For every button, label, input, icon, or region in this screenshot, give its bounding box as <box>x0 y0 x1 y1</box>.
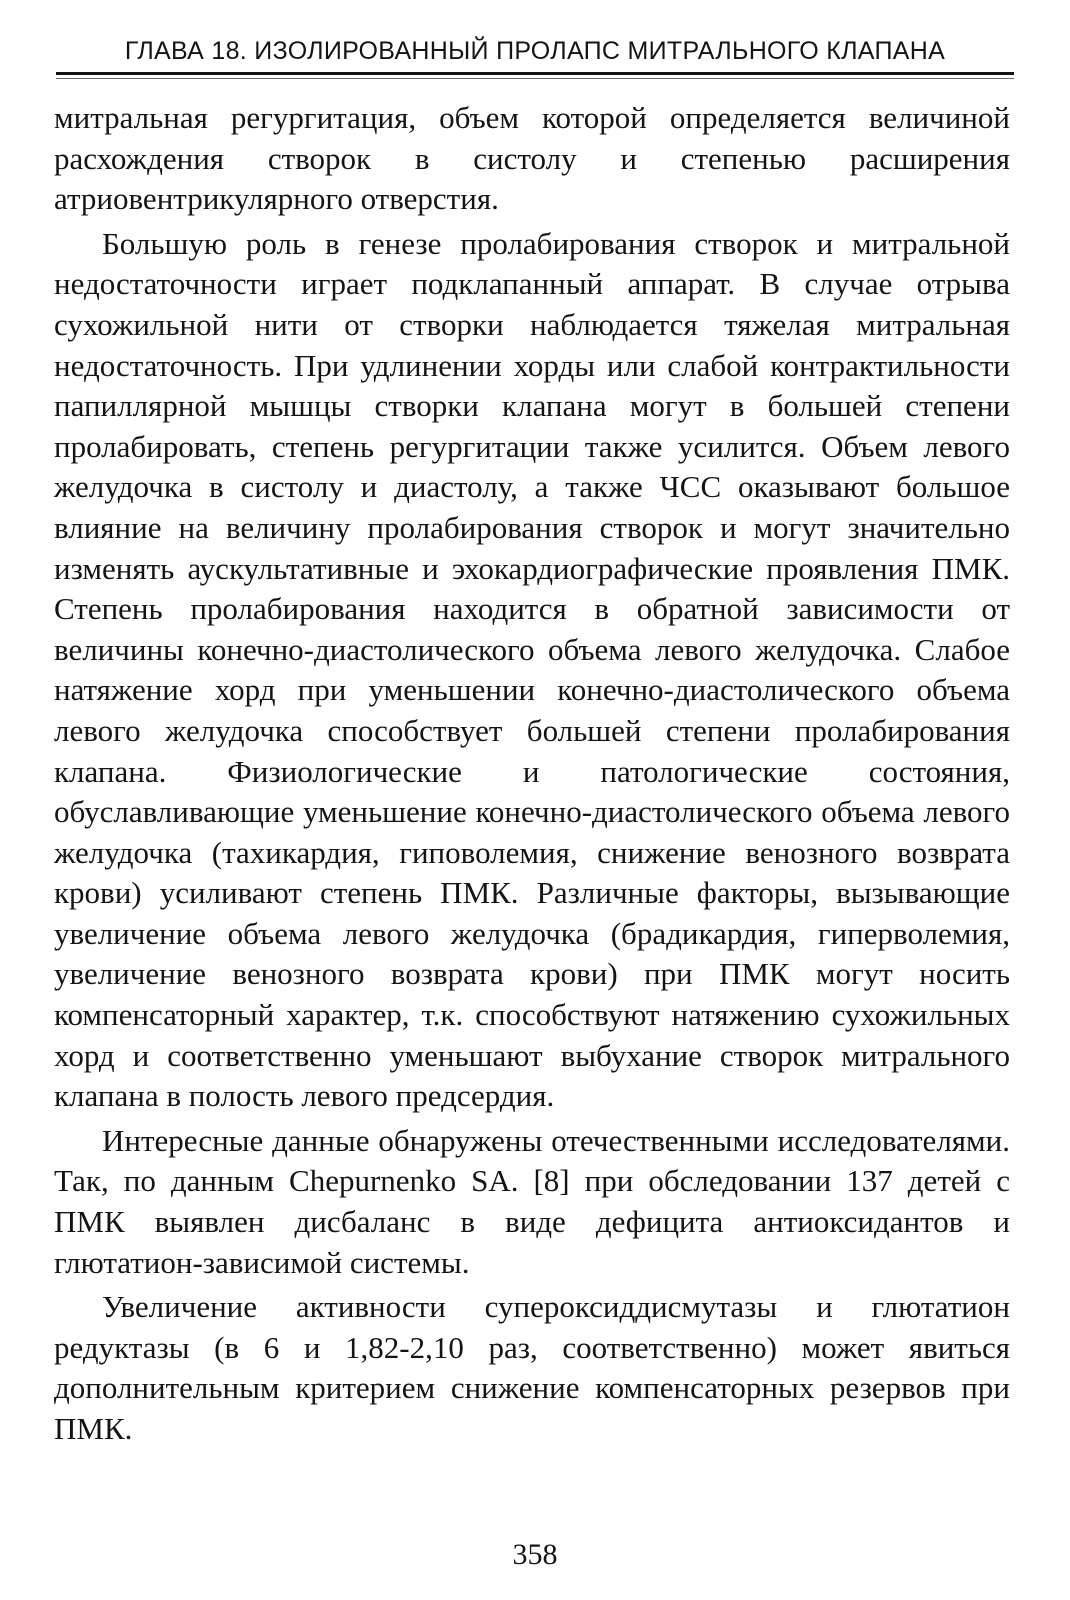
paragraph-enzyme-activity: Увеличение активности супероксиддисмутазы и глютатион редуктазы (в 6 и 1,82-2,10 раз, соответственно) может явиться дополнительным критерием снижение компенсаторных резервов при ПМК. <box>54 1289 1010 1446</box>
header-rule <box>56 72 1014 75</box>
running-header: ГЛАВА 18. ИЗОЛИРОВАННЫЙ ПРОЛАПС МИТРАЛЬНОГО КЛАПАНА <box>124 37 946 65</box>
paragraph-research-data: Интересные данные обнаружены отечественными исследователями. Так, по данным Chepurnenko SA. [8] при обследовании 137 детей с ПМК выявлен дисбаланс в виде дефицита антиоксидантов и глютатион-зависимой системы. <box>54 1122 1010 1280</box>
body-text <box>54 98 1010 1454</box>
paragraph-subvalvular-apparatus: Большую роль в генезе пролабирования створок и митральной недостаточности играет подклапанный аппарат. В случае отрыва сухожильной нити от створки наблюдается тяжелая митральная недостаточность. При удлинении хорды или слабой контрактильности папиллярной мышцы створки клапана могут в большей степени пролабировать, степень регургитации также усилится. Объем левого желудочка в систолу и диастолу, а также ЧСС оказывают большое влияние на величину пролабирования створок и могут значительно изменять аускультативные и эхокардиографические проявления ПМК. Степень пролабирования находится в обратной зависимости от величины конечно-диастолического объема левого желудочка. Слабое натяжение хорд при уменьшении конечно-диастолического объема левого желудочка способствует большей степени пролабирования клапана. Физиологические и патологические состояния, обуславливающие уменьшение конечно-диастолического объема левого желудочка (тахикардия, гиповолемия, снижение венозного возврата крови) усиливают степень ПМК. Различные факторы, вызывающие увеличение объема левого желудочка (брадикардия, гиперволемия, увеличение венозного возврата крови) при ПМК могут носить компенсаторный характер, т.к. способствуют натяжению сухожильных хорд и соответственно уменьшают выбухание створок митрального клапана в полость левого предсердия. <box>54 225 1010 1114</box>
header-rule-thin <box>56 78 1014 79</box>
page-number: 358 <box>512 1538 558 1571</box>
paragraph-continuation: митральная регургитация, объем которой определяется величиной расхождения створок в систолу и степенью расширения атриовентрикулярного отверстия. <box>54 100 1010 217</box>
